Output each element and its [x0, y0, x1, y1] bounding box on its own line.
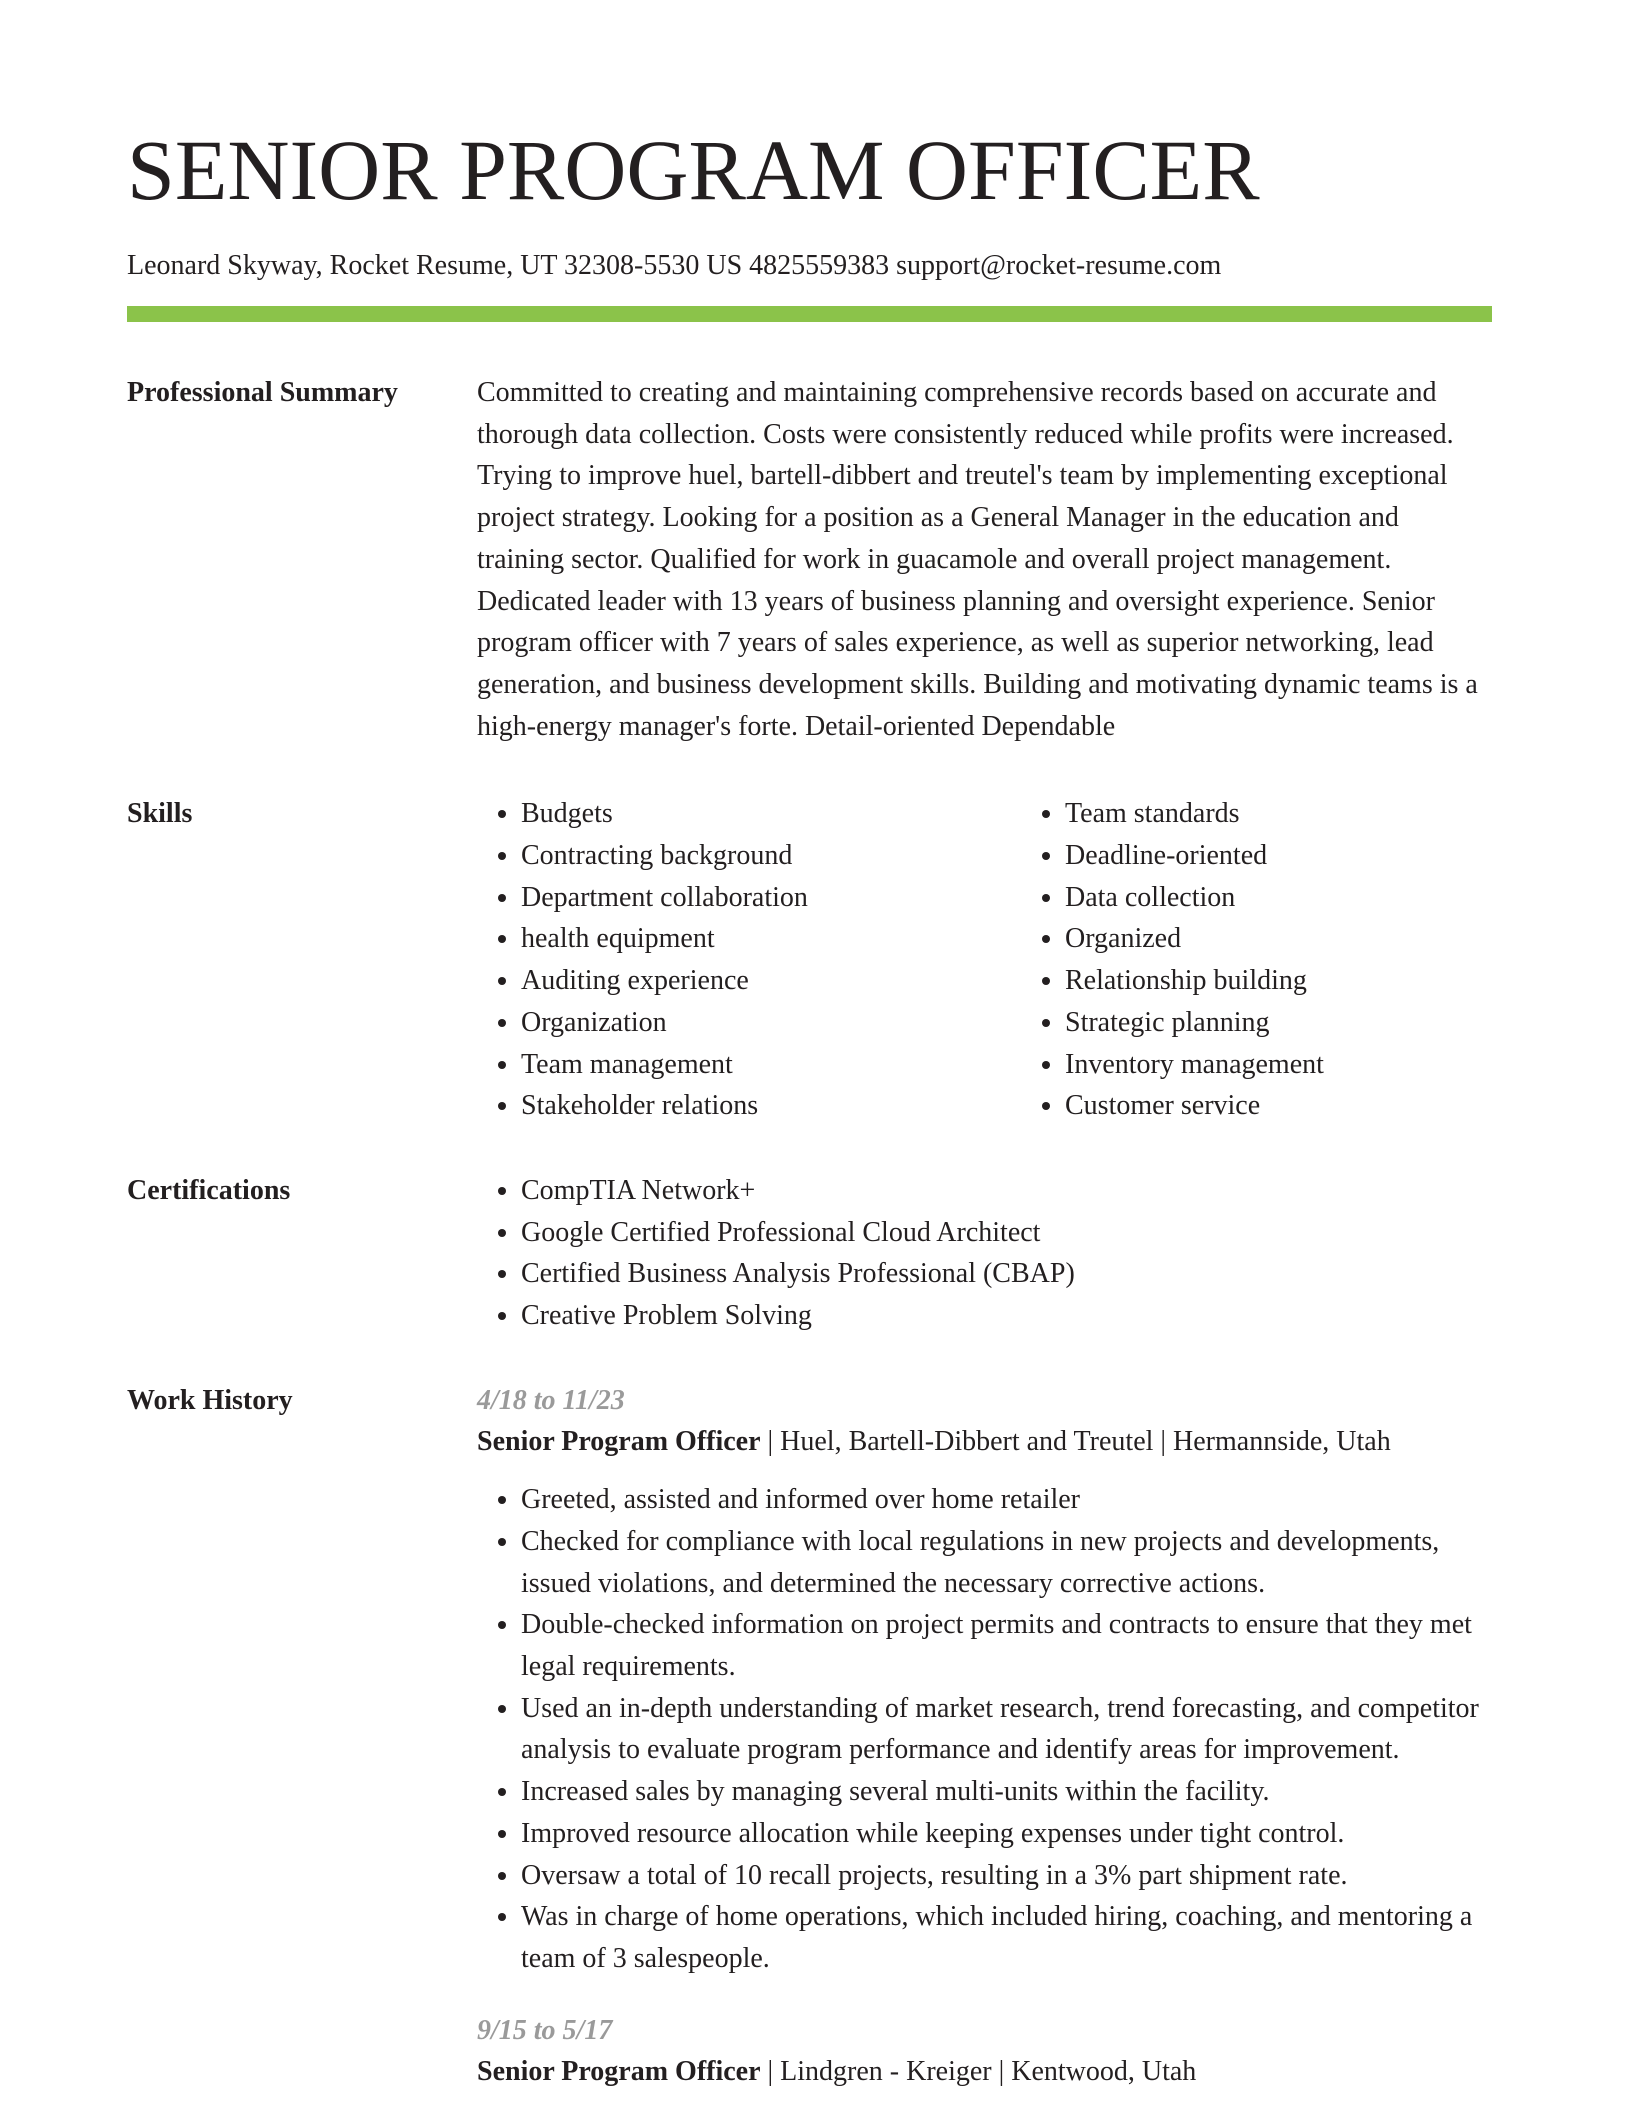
job-title-line	[477, 1421, 1492, 1463]
skills-list-left	[477, 793, 1021, 1127]
accent-divider	[127, 306, 1492, 322]
certifications-body	[477, 1170, 1492, 1337]
job-bullets	[477, 1479, 1492, 1979]
certification-item: • Google Certified Professional Cloud Architect	[521, 1212, 1492, 1254]
work-history-section	[127, 1380, 1492, 2093]
job-bullet: • Oversaw a total of 10 recall projects, resulting in a 3% part shipment rate.	[521, 1855, 1492, 1897]
certifications-list	[477, 1170, 1492, 1337]
job-bullet: • Improved resource allocation while keeping expenses under tight control.	[521, 1813, 1492, 1855]
job-bullet: • Greeted, assisted and informed over home retailer	[521, 1479, 1492, 1521]
skill-item: • health equipment	[521, 918, 1021, 960]
job-title-line	[477, 2051, 1492, 2093]
skill-item: • Organized	[1065, 918, 1565, 960]
summary-section	[127, 372, 1492, 747]
skill-item: • Team standards	[1065, 793, 1565, 835]
skill-item: • Auditing experience	[521, 960, 1021, 1002]
resume-name-heading: SENIOR PROGRAM OFFICER	[127, 122, 1260, 218]
work-history-title: Work History	[127, 1384, 293, 1416]
certifications-section	[127, 1170, 1492, 1337]
certification-item: • Certified Business Analysis Professional (CBAP)	[521, 1253, 1492, 1295]
skill-item: • Department collaboration	[521, 877, 1021, 919]
contact-info: Leonard Skyway, Rocket Resume, UT 32308-5530 US 4825559383 support@rocket-resume.com	[127, 250, 1222, 281]
skill-item: • Strategic planning	[1065, 1002, 1565, 1044]
job-dates: 4/18 to 11/23	[477, 1384, 625, 1416]
job-entry	[477, 1380, 1492, 1980]
skill-item: • Deadline-oriented	[1065, 835, 1565, 877]
skills-list-right	[1021, 793, 1565, 1127]
skill-item: • Stakeholder relations	[521, 1085, 1021, 1127]
job-bullet: • Was in charge of home operations, which included hiring, coaching, and mentoring a team of 3 salespeople.	[521, 1896, 1492, 1979]
job-details: | Huel, Bartell-Dibbert and Treutel | Hermannside, Utah	[760, 1426, 1391, 1458]
skill-item: • Data collection	[1065, 877, 1565, 919]
job-bullet: • Used an in-depth understanding of market research, trend forecasting, and competitor analysis to evaluate program performance and identify areas for improvement.	[521, 1688, 1492, 1771]
job-title: Senior Program Officer	[477, 2056, 761, 2088]
skill-item: • Customer service	[1065, 1085, 1565, 1127]
summary-body	[477, 372, 1492, 747]
skills-section	[127, 793, 1492, 1127]
skill-item: • Contracting background	[521, 835, 1021, 877]
skill-item: • Inventory management	[1065, 1044, 1565, 1086]
skills-title: Skills	[127, 798, 193, 830]
skill-item: • Relationship building	[1065, 960, 1565, 1002]
work-history-body	[477, 1380, 1492, 2093]
job-entry	[477, 2010, 1492, 2093]
skills-columns	[477, 793, 1565, 1127]
summary-text: Committed to creating and maintaining comprehensive records based on accurate and thorough data collection. Costs were consistently reduced while profits were increased. Trying to improve huel, bartell-dibbert and treutel's team by implementing exceptional project strategy. Looking for a position as a General Manager in the education and training sector. Qualified for work in guacamole and overall project management. Dedicated leader with 13 years of business planning and oversight experience. Senior program officer with 7 years of sales experience, as well as superior networking, lead generation, and business development skills. Building and motivating dynamic teams is a high-energy manager's forte. Detail-oriented Dependable	[477, 377, 1478, 742]
resume-page	[127, 0, 1492, 2093]
skill-item: • Team management	[521, 1044, 1021, 1086]
certification-item: • CompTIA Network+	[521, 1170, 1492, 1212]
skill-item: • Budgets	[521, 793, 1021, 835]
job-bullet: • Increased sales by managing several multi-units within the facility.	[521, 1771, 1492, 1813]
job-title: Senior Program Officer	[477, 1426, 761, 1458]
certifications-title: Certifications	[127, 1174, 291, 1206]
job-details: | Lindgren - Kreiger | Kentwood, Utah	[760, 2056, 1197, 2088]
job-bullet: • Checked for compliance with local regulations in new projects and developments, issued violations, and determined the necessary corrective actions.	[521, 1521, 1492, 1604]
job-bullet: • Double-checked information on project permits and contracts to ensure that they met legal requirements.	[521, 1604, 1492, 1687]
job-dates: 9/15 to 5/17	[477, 2014, 613, 2046]
skill-item: • Organization	[521, 1002, 1021, 1044]
certification-item: • Creative Problem Solving	[521, 1295, 1492, 1337]
summary-title: Professional Summary	[127, 377, 398, 408]
